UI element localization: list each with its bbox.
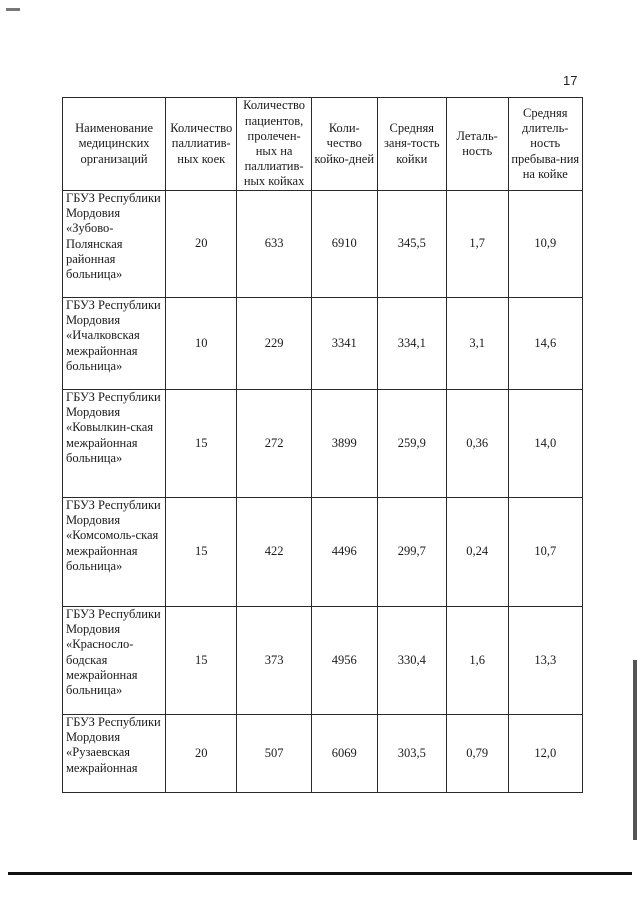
cell-organization: ГБУЗ Республики Мордовия «Краснослo-бодская межрайонная больница» — [63, 607, 166, 715]
cell-organization: ГБУЗ Республики Мордовия «Ковылкин-ская межрайонная больница» — [63, 390, 166, 498]
cell-bed-days: 3341 — [311, 298, 377, 390]
cell-occupancy: 303,5 — [377, 715, 446, 793]
cell-average-stay: 14,6 — [508, 298, 582, 390]
header-bed-occupancy: Средняя заня-тость койки — [377, 98, 446, 191]
cell-beds: 15 — [166, 498, 237, 607]
cell-beds: 10 — [166, 298, 237, 390]
cell-lethality: 3,1 — [446, 298, 508, 390]
cell-occupancy: 259,9 — [377, 390, 446, 498]
cell-average-stay: 10,9 — [508, 191, 582, 298]
cell-lethality: 0,24 — [446, 498, 508, 607]
cell-beds: 15 — [166, 390, 237, 498]
cell-bed-days: 4956 — [311, 607, 377, 715]
cell-patients: 229 — [237, 298, 311, 390]
table-row — [63, 390, 583, 498]
palliative-care-table — [62, 97, 583, 793]
cell-occupancy: 330,4 — [377, 607, 446, 715]
header-patient-count: Количество пациентов, пролечен-ных на паллиатив-ных койках — [237, 98, 311, 191]
cell-patients: 507 — [237, 715, 311, 793]
table-header-row — [63, 98, 583, 191]
cell-occupancy: 345,5 — [377, 191, 446, 298]
cell-bed-days: 6910 — [311, 191, 377, 298]
header-bed-count: Количество паллиатив-ных коек — [166, 98, 237, 191]
cell-average-stay: 13,3 — [508, 607, 582, 715]
table-row — [63, 191, 583, 298]
cell-beds: 20 — [166, 191, 237, 298]
header-average-stay: Средняя длитель-ность пребыва-ния на койке — [508, 98, 582, 191]
table-row — [63, 298, 583, 390]
cell-organization: ГБУЗ Республики Мордовия «Зубово-Полянская районная больница» — [63, 191, 166, 298]
header-organization: Наименование медицинских организаций — [63, 98, 166, 191]
header-lethality: Леталь-ность — [446, 98, 508, 191]
cell-lethality: 1,6 — [446, 607, 508, 715]
cell-lethality: 1,7 — [446, 191, 508, 298]
cell-organization: ГБУЗ Республики Мордовия «Ичалковская межрайонная больница» — [63, 298, 166, 390]
cell-patients: 633 — [237, 191, 311, 298]
scan-artifact — [6, 8, 20, 11]
cell-occupancy: 299,7 — [377, 498, 446, 607]
cell-average-stay: 14,0 — [508, 390, 582, 498]
scan-edge-shadow — [633, 660, 637, 840]
cell-organization: ГБУЗ Республики Мордовия «Рузаевская межрайонная — [63, 715, 166, 793]
cell-beds: 20 — [166, 715, 237, 793]
cell-occupancy: 334,1 — [377, 298, 446, 390]
cell-bed-days: 6069 — [311, 715, 377, 793]
table-row — [63, 607, 583, 715]
cell-bed-days: 3899 — [311, 390, 377, 498]
cell-average-stay: 10,7 — [508, 498, 582, 607]
header-bed-days: Коли-чество койко-дней — [311, 98, 377, 191]
cell-beds: 15 — [166, 607, 237, 715]
cell-patients: 422 — [237, 498, 311, 607]
cell-lethality: 0,79 — [446, 715, 508, 793]
page-number: 17 — [563, 73, 578, 88]
page-bottom-rule — [8, 872, 632, 875]
cell-bed-days: 4496 — [311, 498, 377, 607]
table-row — [63, 498, 583, 607]
cell-patients: 373 — [237, 607, 311, 715]
cell-organization: ГБУЗ Республики Мордовия «Комсомоль-ская межрайонная больница» — [63, 498, 166, 607]
cell-average-stay: 12,0 — [508, 715, 582, 793]
table-row — [63, 715, 583, 793]
cell-patients: 272 — [237, 390, 311, 498]
cell-lethality: 0,36 — [446, 390, 508, 498]
